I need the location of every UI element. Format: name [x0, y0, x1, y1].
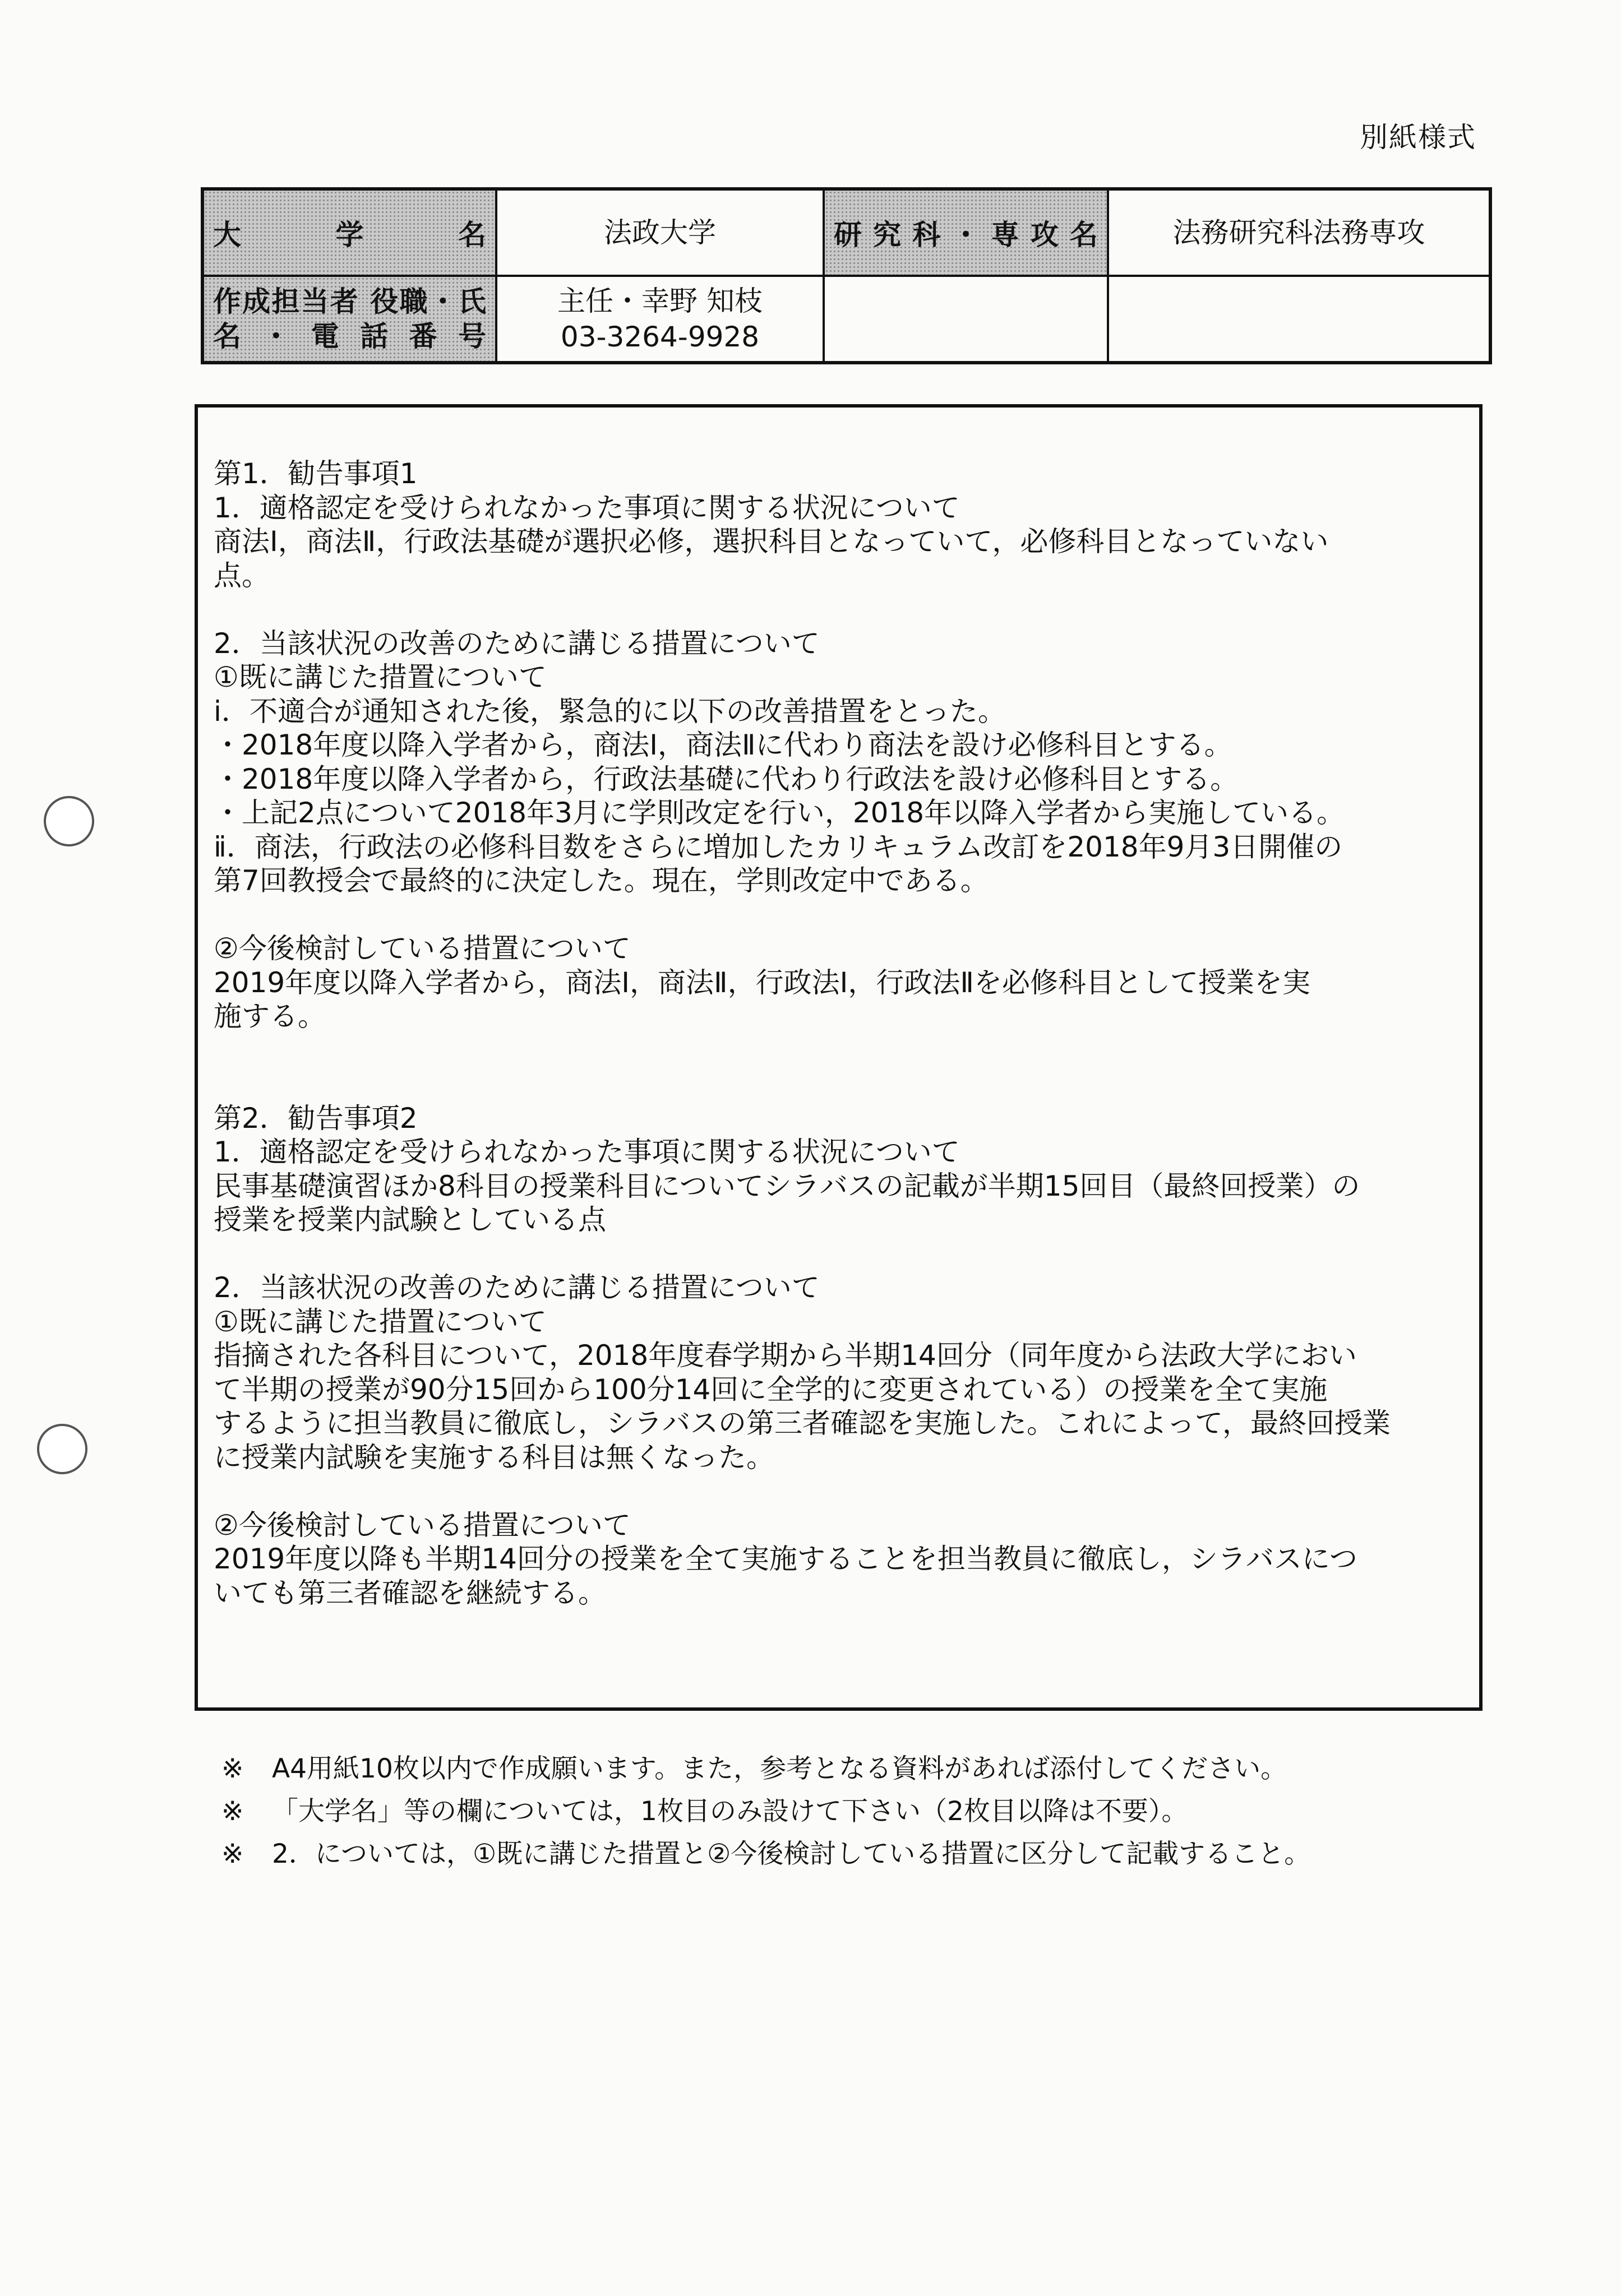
body-line: ・2018年度以降入学者から，行政法基礎に代わり行政法を設け必修科目とする。: [214, 762, 1239, 795]
body-line: 第7回教授会で最終的に決定した。現在，学則改定中である。: [214, 864, 989, 897]
body-line: 点。: [214, 559, 270, 592]
body-line: ・上記2点について2018年3月に学則改定を行い，2018年以降入学者から実施している。: [214, 797, 1345, 829]
empty-cell-b: [1108, 276, 1490, 363]
blank-line: [214, 1034, 1464, 1101]
preparer-name: 主任・幸野 知枝: [557, 285, 763, 317]
note-mark: ※: [221, 1753, 244, 1784]
graduate-label: 研究科・専攻名: [824, 189, 1108, 276]
body-line: 1．適格認定を受けられなかった事項に関する状況について: [214, 1136, 960, 1168]
body-line: 指摘された各科目について，2018年度春学期から半期14回分（同年度から法政大学におい: [214, 1339, 1357, 1372]
blank-line: [214, 1237, 1464, 1271]
body-line: 施する。: [214, 1000, 326, 1033]
university-label: 大学名: [202, 189, 496, 276]
empty-cell-a: [824, 276, 1108, 363]
body-line: 授業を授業内試験としている点: [214, 1203, 606, 1236]
footnote-text: 2．については，①既に講じた措置と②今後検討している措置に区分して記載すること。: [272, 1839, 1311, 1869]
preparer-value: [496, 276, 824, 363]
preparer-label: [202, 276, 496, 363]
footnote-item: [221, 1833, 1511, 1876]
body-line: いても第三者確認を継続する。: [214, 1576, 606, 1609]
body-line: ①既に講じた措置について: [214, 661, 547, 693]
body-line: するように担当教員に徹底し，シラバスの第三者確認を実施した。これによって，最終回授業: [214, 1407, 1391, 1439]
blank-line: [214, 1474, 1464, 1508]
body-line: て半期の授業が90分15回から100分14回に全学的に変更されている）の授業を全て実施: [214, 1373, 1328, 1406]
footnotes: [221, 1748, 1511, 1876]
preparer-label-line2: 名・電話番号: [213, 320, 486, 353]
university-value: 法政大学: [496, 189, 824, 276]
body-line: 2．当該状況の改善のために講じる措置について: [214, 627, 820, 660]
preparer-label-line1: 作成担当者 役職・氏: [213, 285, 486, 318]
body-line: 民事基礎演習ほか8科目の授業科目についてシラバスの記載が半期15回目（最終回授業）の: [214, 1169, 1360, 1202]
body-line: ②今後検討している措置について: [214, 1508, 631, 1542]
footnote-text: A4用紙10枚以内で作成願います。また，参考となる資料があれば添付してください。: [272, 1753, 1287, 1784]
note-mark: ※: [221, 1796, 244, 1827]
body-line: 第2．勧告事項2: [214, 1101, 418, 1135]
body-line: ②今後検討している措置について: [214, 932, 631, 965]
body-line: 2019年度以降入学者から，商法Ⅰ，商法Ⅱ，行政法Ⅰ，行政法Ⅱを必修科目として授業を実: [214, 966, 1310, 999]
body-line: ・2018年度以降入学者から，商法Ⅰ，商法Ⅱに代わり商法を設け必修科目とする。: [214, 729, 1232, 761]
body-line: に授業内試験を実施する科目は無くなった。: [214, 1441, 774, 1474]
blank-line: [214, 592, 1464, 627]
preparer-phone: 03-3264-9928: [560, 321, 760, 353]
body-line: ⅱ．商法，行政法の必修科目数をさらに増加したカリキュラム改訂を2018年9月3日開催の: [214, 830, 1343, 863]
body-line: 第1．勧告事項1: [214, 457, 418, 490]
body-line: 1．適格認定を受けられなかった事項に関する状況について: [214, 491, 960, 524]
body-line: 2019年度以降も半期14回分の授業を全て実施することを担当教員に徹底し，シラバスにつ: [214, 1543, 1357, 1575]
response-body-text: [214, 457, 1464, 1610]
punch-hole-upper: [44, 796, 94, 846]
blank-line: [214, 898, 1464, 932]
body-line: ①既に講じた措置について: [214, 1305, 547, 1338]
response-body-box: [195, 404, 1483, 1711]
body-line: 商法Ⅰ，商法Ⅱ，行政法基礎が選択必修，選択科目となっていて，必修科目となっていない: [214, 525, 1329, 558]
graduate-value: 法務研究科法務専攻: [1108, 189, 1490, 276]
body-line: ⅰ．不適合が通知された後，緊急的に以下の改善措置をとった。: [214, 695, 1006, 728]
punch-hole-lower: [37, 1424, 87, 1474]
body-line: 2．当該状況の改善のために講じる措置について: [214, 1271, 820, 1304]
footnote-item: [221, 1790, 1511, 1833]
footnote-item: [221, 1748, 1511, 1790]
note-mark: ※: [221, 1839, 244, 1869]
form-label: 別紙様式: [1360, 121, 1476, 154]
header-table: [201, 187, 1492, 364]
footnote-text: 「大学名」等の欄については，1枚目のみ設けて下さい（2枚目以降は不要）。: [272, 1796, 1188, 1827]
